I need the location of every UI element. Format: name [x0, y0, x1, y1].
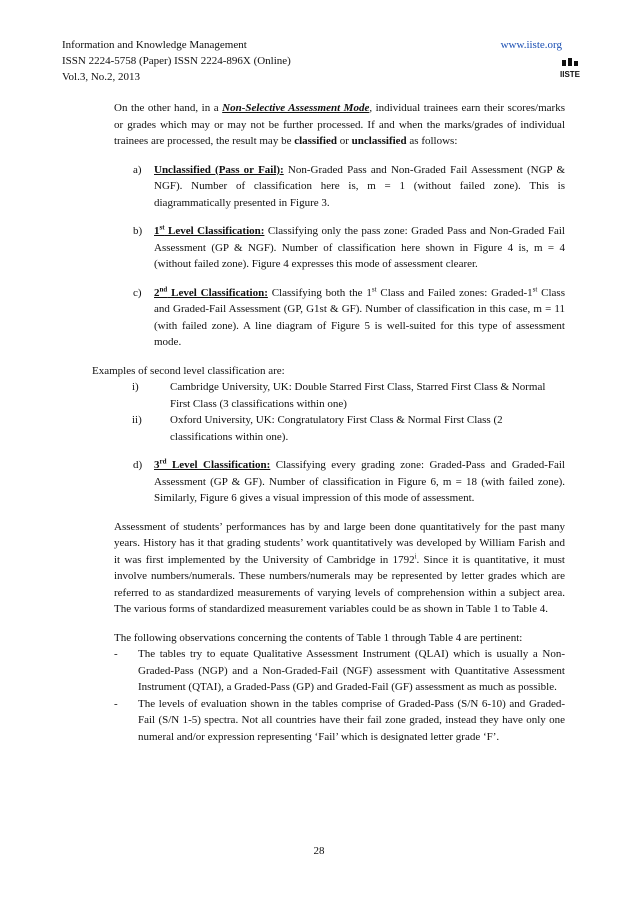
- item-b-title: 1st Level Classification:: [154, 223, 265, 237]
- observation-item: - The tables try to equate Qualitative Assessment Instrument (QLAI) which is usually a Non-Graded-Pass (NGP) and a Non-Graded-Fail (NGF) assessment with Quantitative Assessment Instrument (QTAI), a Graded-Pass (GP) and Graded-Fail (GF) assessment as much as possible.: [114, 648, 565, 693]
- issn-line: ISSN 2224-5758 (Paper) ISSN 2224-896X (Online): [62, 54, 291, 67]
- item-c-title: 2nd Level Classification:: [154, 284, 268, 299]
- journal-title: Information and Knowledge Management: [62, 39, 247, 51]
- list-item-d: d) 3rd Level Classification: Classifying every grading zone: Graded-Pass and Graded-Fail Assessment (GP & GF). Number of classification in Figure 6, m = 18 (with failed zone). Similarly, Figure 6 gives a visual impression of this mode of assessment.: [133, 457, 565, 504]
- page-number: 28: [313, 845, 325, 857]
- assessment-mode-term: Non-Selective Assessment Mode: [222, 102, 370, 114]
- page-header: [62, 38, 580, 86]
- example-item: i) Cambridge University, UK: Double Starred First Class, Starred First Class & Normal First Class (3 classifications within one): [132, 381, 546, 410]
- intro-paragraph: On the other hand, in a Non-Selective Assessment Mode, individual trainees earn their scores/marks or grades which may or may not be further processed. If and when the marks/grades of individual trainees are processed, the result may be classified or unclassified as follows:: [114, 102, 565, 147]
- list-item-a: a) Unclassified (Pass or Fail): Non-Graded Pass and Non-Graded Fail Assessment (NGP & NGF). Number of classification here is, m = 1 (without failed zone). This is diagrammatically presented in Figure 3.: [133, 163, 566, 209]
- item-a-title: Unclassified (Pass or Fail):: [154, 163, 284, 176]
- list-item-b: b) 1st Level Classification: Classifying only the pass zone: Graded Pass and Non-Graded Fail Assessment (GP & NGF). Number of classification here shown in Figure 4 is, m = 4 (without failed zone). Figure 4 expresses this mode of assessment clearer.: [133, 223, 565, 270]
- examples-heading: Examples of second level classification are:: [92, 364, 285, 377]
- item-d-title: 3rd Level Classification:: [154, 457, 271, 471]
- journal-url-link[interactable]: www.iiste.org: [500, 39, 562, 51]
- assessment-paragraph: Assessment of students’ performances has by and large been done quantitatively for the past many years. History has it that grading students’ work quantitatively was developed by William Farish and it was first implemented by the University of Cambridge in 1792$^i$. Since it is quantitative, it must involve numbers/numerals. These numbers/numerals may be represented by letter grades which are referred to as standardized measurements of varying levels of comprehension within a subject area. The various forms of standardized measurement variables could be as shown in Table 1 to Table 4.: [114, 520, 565, 615]
- iiste-logo: [560, 58, 580, 80]
- list-item-c: c) 2nd Level Classification: Classifying both the 1st Class and Failed zones: Graded-1st Class and Graded-Fail Assessment (GP, G1st & GF). Number of classification in this case, m = 11 (with failed zone). A line diagram of Figure 5 is well-suited for this type of assessment mode.: [133, 284, 565, 348]
- observation-item: - The levels of evaluation shown in the tables comprise of Graded-Pass (S/N 6-10) and Graded-Fail (S/N 1-5) spectra. Not all countries have their fail zone graded, instead they have only one numeral and/or expression representing ‘Fail’ which is designated letter grade ‘F’.: [114, 697, 565, 743]
- volume-line: Vol.3, No.2, 2013: [62, 70, 141, 83]
- observations-heading: The following observations concerning the contents of Table 1 through Table 4 are pertinent:: [114, 631, 523, 644]
- page-body: [92, 100, 566, 745]
- svg-text:IISTE: IISTE: [560, 70, 580, 79]
- example-item: ii) Oxford University, UK: Congratulatory First Class & Normal First Class (2 classifications within one).: [132, 414, 503, 443]
